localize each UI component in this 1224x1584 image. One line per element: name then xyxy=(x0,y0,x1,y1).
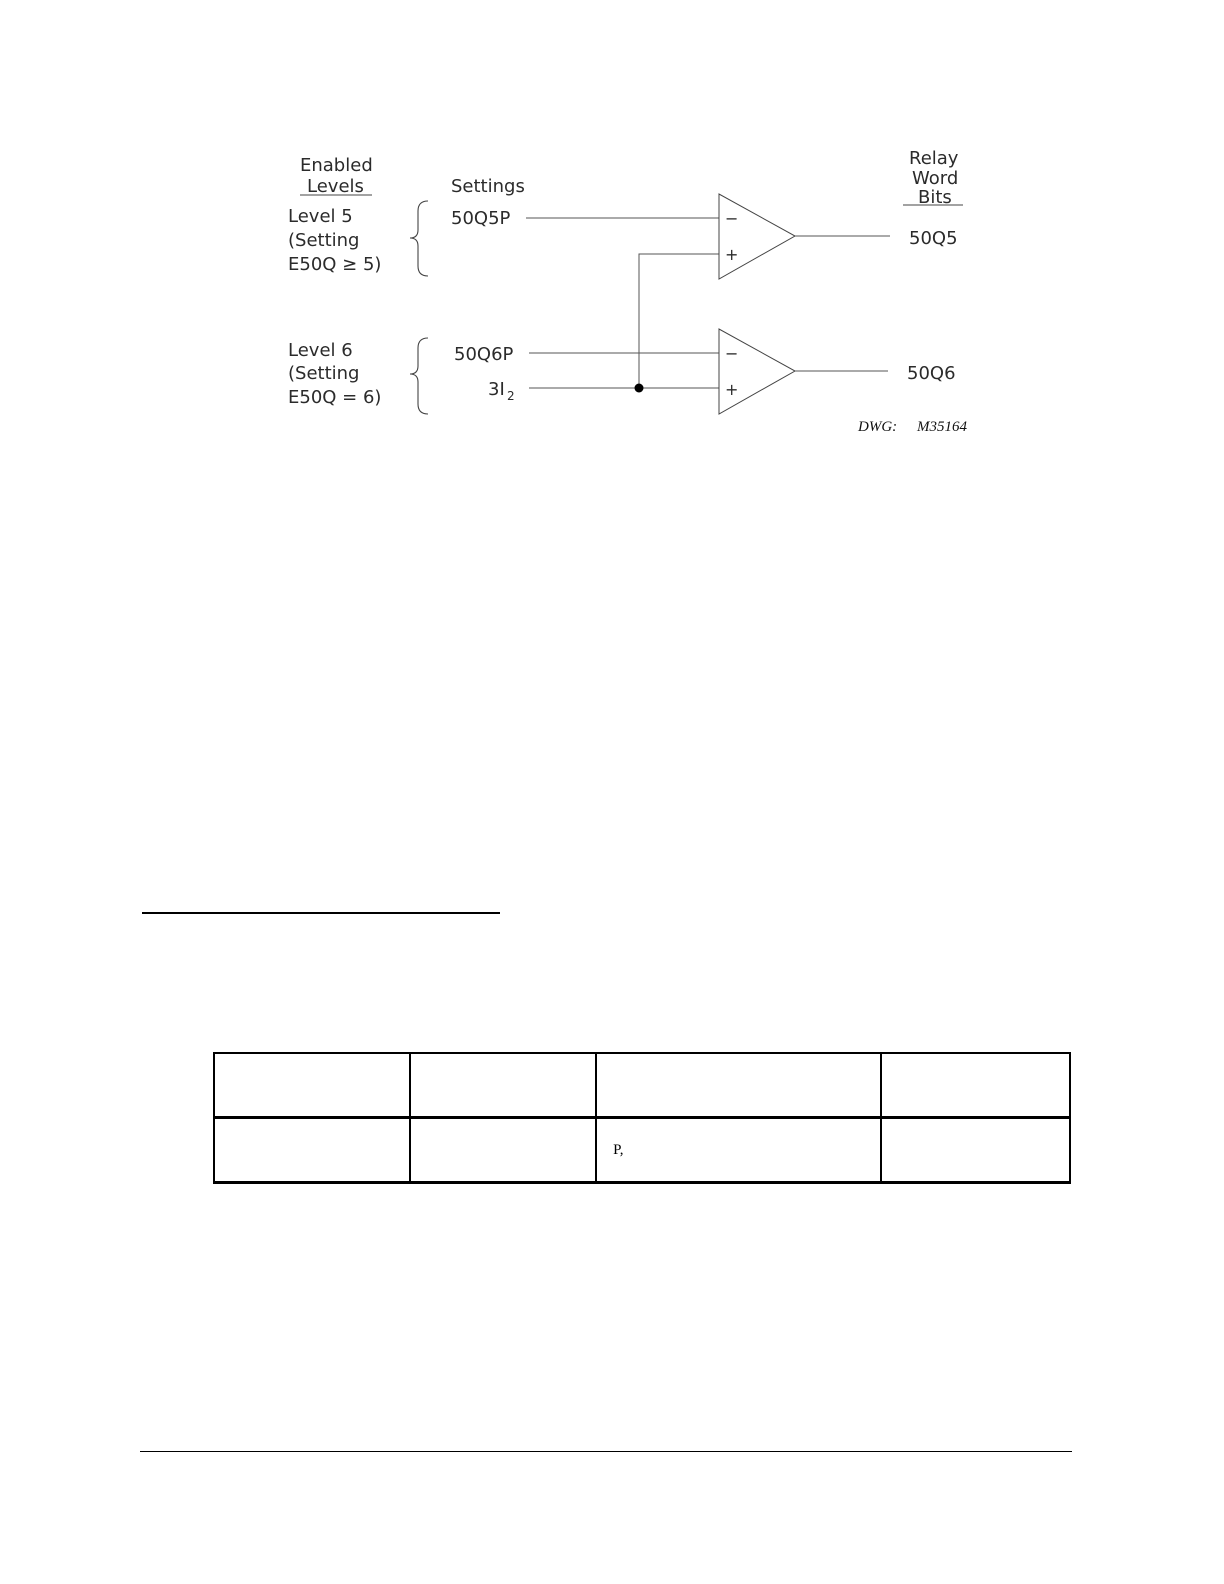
section-rule xyxy=(142,912,500,914)
table-header-cell xyxy=(410,1053,597,1118)
level6-brace xyxy=(410,338,428,414)
header-enabled-line1: Enabled xyxy=(300,155,373,176)
header-relay-line3: Bits xyxy=(918,187,952,208)
comparator-50q5 xyxy=(719,194,795,279)
level5-label-line3: E50Q ≥ 5) xyxy=(288,254,382,275)
junction-dot xyxy=(635,384,644,393)
level5-brace xyxy=(410,201,428,276)
header-enabled-line2: Levels xyxy=(307,176,364,197)
table-cell xyxy=(214,1118,410,1183)
table-header-cell xyxy=(881,1053,1070,1118)
table-header-row xyxy=(214,1053,1070,1118)
setting-3i2 xyxy=(488,379,505,400)
dwg-number: M35164 xyxy=(917,419,967,435)
setting-50q5p: 50Q5P xyxy=(451,208,511,229)
level6-label-line3: E50Q = 6) xyxy=(288,387,382,408)
level5-label-line1: Level 5 xyxy=(288,206,353,227)
level5-label-line2: (Setting xyxy=(288,230,360,251)
comparator-50q6-plus: + xyxy=(725,380,739,399)
setting-50q6p: 50Q6P xyxy=(454,344,514,365)
table-cell xyxy=(410,1118,597,1183)
wire-3i2-branch xyxy=(639,254,719,388)
output-50q5: 50Q5 xyxy=(909,228,958,249)
table-header-cell xyxy=(596,1053,881,1118)
logic-diagram xyxy=(0,0,1224,470)
comparator-50q5-plus: + xyxy=(725,245,739,264)
footer-rule xyxy=(140,1451,1072,1452)
output-50q6: 50Q6 xyxy=(907,363,956,384)
comparator-50q6-minus: − xyxy=(725,344,739,363)
level6-label-line2: (Setting xyxy=(288,363,360,384)
table-row xyxy=(214,1118,1070,1183)
table-header-cell xyxy=(214,1053,410,1118)
table-cell xyxy=(881,1118,1070,1183)
header-relay-line2: Word xyxy=(912,168,959,189)
settings-table xyxy=(213,1052,1071,1184)
header-settings: Settings xyxy=(451,176,525,197)
comparator-50q5-minus: − xyxy=(725,209,739,228)
setting-3i2-subscript: 2 xyxy=(507,389,515,403)
table-cell: P, xyxy=(596,1118,881,1183)
dwg-label: DWG: xyxy=(858,419,898,435)
header-relay-line1: Relay xyxy=(909,148,959,169)
setting-3i2-main: 3I xyxy=(488,379,505,400)
level6-label-line1: Level 6 xyxy=(288,340,353,361)
comparator-50q6 xyxy=(719,329,795,414)
